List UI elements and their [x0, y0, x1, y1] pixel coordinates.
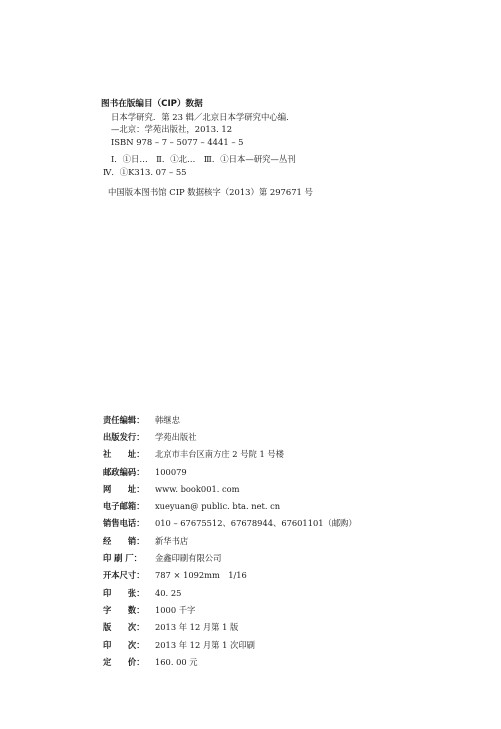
spec-label: 经 销：: [103, 535, 145, 546]
spec-value: 160. 00 元: [155, 656, 198, 667]
spec-value: xueyuan@ public. bta. net. cn: [155, 501, 281, 512]
spec-row-sheets: [103, 584, 357, 601]
spec-value: 787 × 1092mm 1/16: [155, 570, 247, 581]
spec-value: 新华书店: [155, 535, 189, 546]
spec-row-format: [103, 567, 357, 584]
spec-label: 社 址：: [103, 449, 145, 460]
spec-label: 定 价：: [103, 656, 145, 667]
spec-value: 010 – 67675512、67678944、67601101（邮购）: [155, 518, 357, 529]
cip-line-title: 日本学研究．第 23 辑／北京日本学研究中心编．: [111, 111, 295, 122]
spec-row-email: [103, 497, 357, 514]
spec-label: 印 刷 厂：: [103, 553, 142, 564]
cip-heading: 图书在版编目（CIP）数据: [101, 99, 203, 109]
spec-label: 开本尺寸：: [103, 570, 145, 581]
spec-value: www. book001. com: [155, 483, 240, 494]
spec-row-website: [103, 480, 357, 497]
spec-label: 字 数：: [103, 604, 145, 615]
cip-classification-2: Ⅳ．①K313. 07 – 55: [103, 166, 187, 177]
spec-value: 2013 年 12 月第 1 版: [155, 622, 239, 633]
spec-row-address: [103, 446, 357, 463]
spec-row-printer: [103, 549, 357, 566]
cip-line-isbn: ISBN 978 – 7 – 5077 – 4441 – 5: [111, 136, 244, 147]
spec-value: 北京市丰台区南方庄 2 号院 1 号楼: [155, 449, 284, 460]
spec-value: 2013 年 12 月第 1 次印刷: [155, 639, 255, 650]
spec-label: 网 址：: [103, 483, 145, 494]
cip-classification-1: Ⅰ．①日… Ⅱ．①北… Ⅲ．①日本—研究—丛刊: [111, 154, 296, 165]
spec-label: 销售电话：: [103, 518, 145, 529]
spec-value: 金鑫印刷有限公司: [155, 553, 222, 564]
spec-row-edition: [103, 619, 357, 636]
spec-label: 邮政编码：: [103, 466, 145, 477]
spec-row-distributor: [103, 532, 357, 549]
cip-verification-number: 中国版本图书馆 CIP 数据核字（2013）第 297671 号: [108, 186, 313, 197]
spec-value: 100079: [155, 466, 187, 477]
spec-label: 印 张：: [103, 587, 145, 598]
spec-label: 印 次：: [103, 639, 145, 650]
cip-data-block: [103, 98, 313, 198]
cip-line-publisher: —北京：学苑出版社，2013. 12: [111, 124, 233, 135]
spec-row-sales-phone: [103, 515, 357, 532]
spec-value: 韩继忠: [155, 414, 180, 425]
spec-value: 40. 25: [155, 587, 182, 598]
spec-label: 电子邮箱：: [103, 501, 145, 512]
spec-value: 1000 千字: [155, 604, 196, 615]
spec-row-postcode: [103, 463, 357, 480]
spec-label: 版 次：: [103, 622, 145, 633]
spec-row-word-count: [103, 601, 357, 618]
publication-specs: [103, 411, 357, 670]
spec-row-publisher: [103, 428, 357, 445]
spec-row-editor: [103, 411, 357, 428]
spec-value: 学苑出版社: [155, 431, 197, 442]
spec-row-printing: [103, 636, 357, 653]
spec-label: 出版发行：: [103, 431, 145, 442]
spec-label: 责任编辑：: [103, 414, 145, 425]
spec-row-price: [103, 653, 357, 670]
